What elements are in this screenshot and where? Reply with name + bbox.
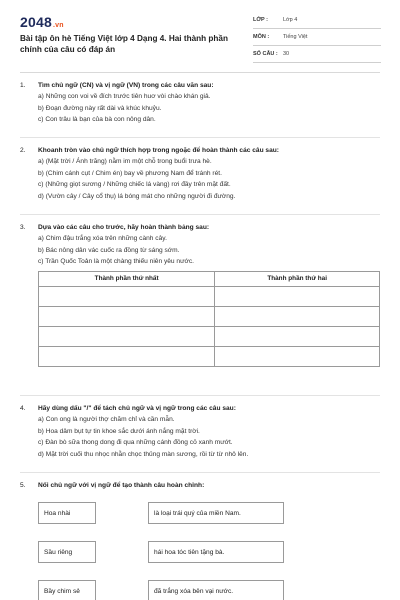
question-heading [20,222,380,233]
question-item: a) (Mặt trời / Ánh trăng) nằm im một chỗ trong buổi trưa hè. [38,158,212,165]
question-number: 3. [20,224,26,231]
question-item: a) Những con voi về đích trước tiên huơ vòi chào khán giả. [38,93,211,100]
question-2 [20,145,380,202]
meta-row-count [253,46,381,63]
header-divider [20,72,380,73]
table-row [39,346,380,366]
table-row [39,306,380,326]
logo-text: 2048 [20,14,52,30]
question-item: a) Con ong là người thợ chăm chỉ và cần mẫn. [38,416,175,423]
document-title: Bài tập ôn hè Tiếng Việt lớp 4 Dạng 4. Hai thành phần chính của câu có đáp án [20,34,228,54]
match-predicate-box[interactable]: hái hoa tóc tiên tặng bà. [148,541,284,563]
table-header-first: Thành phần thứ nhất [39,271,215,286]
meta-row-class [253,12,381,29]
question-number: 1. [20,82,26,89]
question-item: c) Con trâu là bạn của bà con nông dân. [38,116,156,124]
match-predicate-box[interactable]: là loại trái quý của miền Nam. [148,502,284,524]
match-subject-box[interactable]: Hoa nhài [38,502,96,524]
logo-tld: .vn [52,22,64,29]
answer-cell[interactable] [215,326,380,346]
answer-table [38,271,380,367]
meta-value: Tiếng Việt [283,34,308,40]
question-4 [20,403,380,460]
answer-cell[interactable] [39,286,215,306]
question-item: c) Trần Quốc Toản là một chàng thiếu niên yêu nước. [38,258,194,266]
question-text: Nối chủ ngữ với vị ngữ để tạo thành câu hoàn chỉnh: [38,482,205,489]
question-heading [20,145,380,156]
table-row [39,326,380,346]
match-predicate-box[interactable]: đã trắng xóa bên vại nước. [148,580,284,600]
meta-value: Lớp 4 [283,17,298,23]
question-heading [20,480,380,491]
question-item: d) (Vườn cây / Cây cổ thụ) lá bóng mát cho những người đi đường. [38,192,236,200]
answer-cell[interactable] [39,306,215,326]
question-text: Dựa vào các câu cho trước, hãy hoàn thành bảng sau: [38,224,210,231]
question-text: Hãy dùng dấu "/" để tách chủ ngữ và vị ngữ trong các câu sau: [38,405,236,412]
site-logo[interactable] [20,14,64,30]
table-row [39,286,380,306]
match-subject-box[interactable]: Sầu riêng [38,541,96,563]
question-separator [20,214,380,215]
question-item: b) Đoạn đường này rất dài và khúc khuỷu. [38,104,162,112]
question-1 [20,80,380,126]
question-text: Tìm chủ ngữ (CN) và vị ngữ (VN) trong các câu văn sau: [38,82,214,89]
table-header-second: Thành phần thứ hai [215,271,380,286]
question-heading [20,403,380,414]
answer-cell[interactable] [215,346,380,366]
meta-value: 30 [283,51,290,57]
question-number: 5. [20,482,26,489]
question-item: b) Hoa dâm bụt tự tin khoe sắc dưới ánh nắng mặt trời. [38,427,200,435]
meta-row-subject [253,29,381,46]
question-item: b) (Chim cánh cụt / Chim én) bay về phương Nam để tránh rét. [38,169,222,177]
meta-label: MÔN : [253,34,270,40]
question-item: b) Bác nông dân vác cuốc ra đồng từ sáng sớm. [38,246,180,254]
page-header [0,0,400,72]
question-separator [20,137,380,138]
meta-label: SỐ CÂU : [253,51,278,57]
question-number: 2. [20,147,26,154]
question-number: 4. [20,405,26,412]
question-separator [20,472,380,473]
question-5 [20,480,380,491]
question-item: c) Đàn bò sữa thong dong đi qua những cánh đồng cỏ xanh mướt. [38,439,233,447]
question-text: Khoanh tròn vào chủ ngữ thích hợp trong ngoặc để hoàn thành các câu sau: [38,147,279,154]
answer-cell[interactable] [215,286,380,306]
meta-panel [253,12,381,63]
table-header-row [39,271,380,286]
answer-cell[interactable] [215,306,380,326]
answer-cell[interactable] [39,326,215,346]
answer-cell[interactable] [39,346,215,366]
question-separator [20,395,380,396]
question-item: a) Chim đậu trắng xóa trên những cành cây. [38,235,167,242]
question-item: d) Mặt trời cuối thu nhọc nhằn chọc thủng màn sương, rồi từ từ nhô lên. [38,450,249,458]
question-heading [20,80,380,91]
match-subject-box[interactable]: Bầy chim sẻ [38,580,96,600]
question-3 [20,222,380,367]
question-item: c) (Những giọt sương / Những chiếc lá vàng) rơi đầy trên mặt đất. [38,181,231,189]
meta-label: LỚP : [253,17,268,23]
